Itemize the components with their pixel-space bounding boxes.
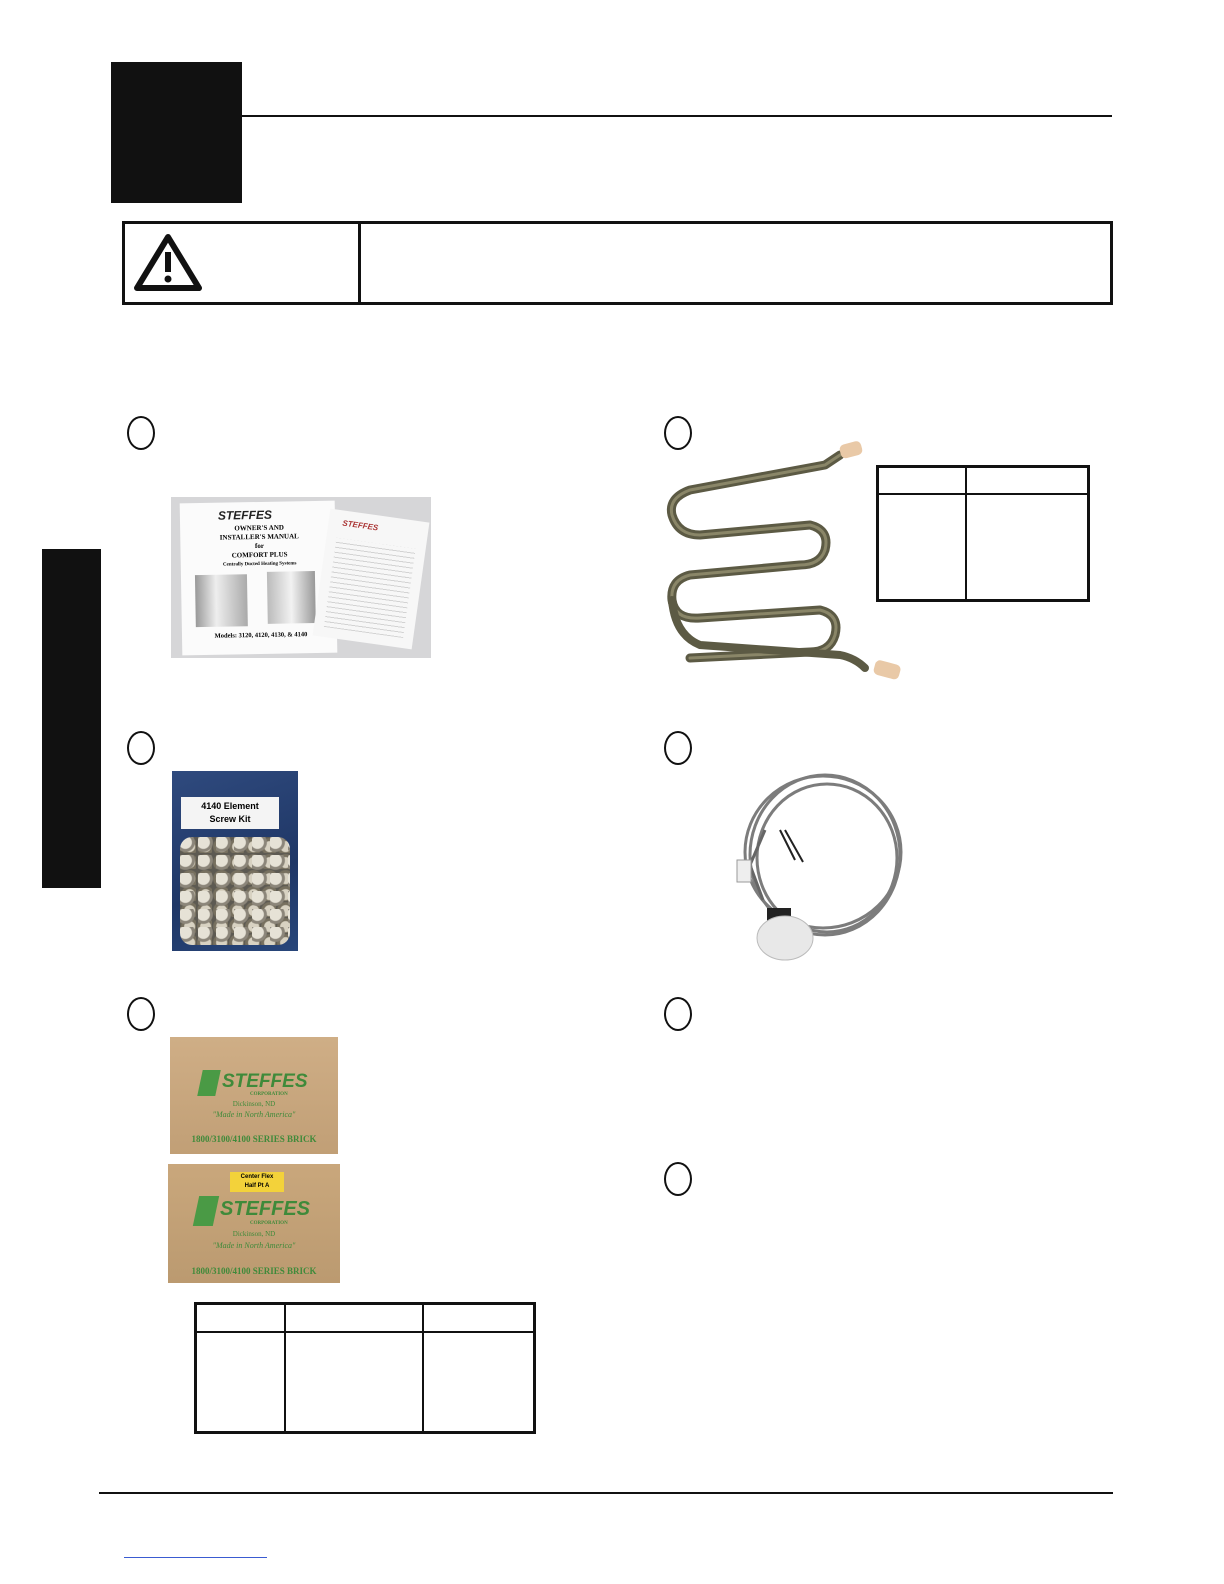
table-column-rule [284,1305,286,1431]
box-made-in: "Made in North America" [212,1110,296,1119]
box-made-in: "Made in North America" [212,1241,296,1250]
item-marker-3 [127,731,155,765]
table-column-rule [965,468,967,599]
box-city: Dickinson, ND [232,1100,276,1108]
box-series: 1800/3100/4100 SERIES BRICK [191,1266,317,1276]
warning-box [122,221,1113,305]
box-sticker-line: Half Pt A [244,1183,270,1189]
manual-title-line: for [254,541,264,551]
box-brand: STEFFES [220,1198,311,1220]
box-city: Dickinson, ND [232,1230,276,1238]
steffes-logo-icon [197,1070,221,1096]
screws-pile [180,837,290,945]
manual-models-line: Models: 3120, 4120, 4130, & 4140 [214,631,308,640]
item-marker-1 [127,416,155,450]
box-corp: CORPORATION [250,1221,288,1226]
warning-box-divider [358,221,361,305]
screw-kit-label-line: Screw Kit [209,814,251,824]
item-marker-7 [664,1162,692,1196]
box-series: 1800/3100/4100 SERIES BRICK [191,1134,317,1144]
heating-element-photo [660,440,905,690]
element-spec-table [876,465,1090,602]
heater-unit-image [195,574,248,627]
table-column-rule [422,1305,424,1431]
heater-unit-image [267,571,316,624]
steffes-logo-icon [193,1196,219,1226]
warranty-insert [313,509,430,650]
cable-connector [737,860,751,882]
manual-title-line: INSTALLER'S MANUAL [219,532,299,542]
footer-rule [99,1492,1113,1494]
sensor-cable-photo [725,770,910,965]
table-header-rule [197,1331,533,1333]
item-marker-5 [127,997,155,1031]
insert-text-lines [324,538,416,638]
brick-quantity-table [194,1302,536,1434]
box-corp: CORPORATION [250,1092,288,1097]
warning-triangle-icon [133,232,203,292]
side-section-tab [42,549,101,888]
screw-kit-photo [172,771,298,951]
box-sticker-line: Center Flex [240,1174,274,1180]
sensor-head [757,916,813,960]
manual-title-line: OWNER'S AND [234,523,284,533]
box-brand: STEFFES [222,1071,308,1092]
table-header-rule [879,493,1087,495]
element-terminal [873,659,902,680]
section-number-block [111,62,242,203]
footer-link-underline[interactable] [124,1557,267,1558]
manual-photo [171,497,431,658]
insert-logo: STEFFES [341,518,379,533]
brick-box-photo-1 [170,1037,338,1154]
brick-box-photo-2 [168,1164,340,1283]
manual-title-line: Centrally Ducted Heating Systems [222,561,297,568]
screw-kit-label [181,797,279,829]
screw-kit-label-line: 4140 Element [201,801,259,811]
header-rule [242,115,1112,117]
box-sticker [230,1172,284,1192]
item-marker-6 [664,997,692,1031]
manual-logo: STEFFES [217,507,273,523]
manual-title [194,523,325,570]
manual-title-line: COMFORT PLUS [231,550,288,560]
element-terminal [839,440,864,459]
item-marker-4 [664,731,692,765]
